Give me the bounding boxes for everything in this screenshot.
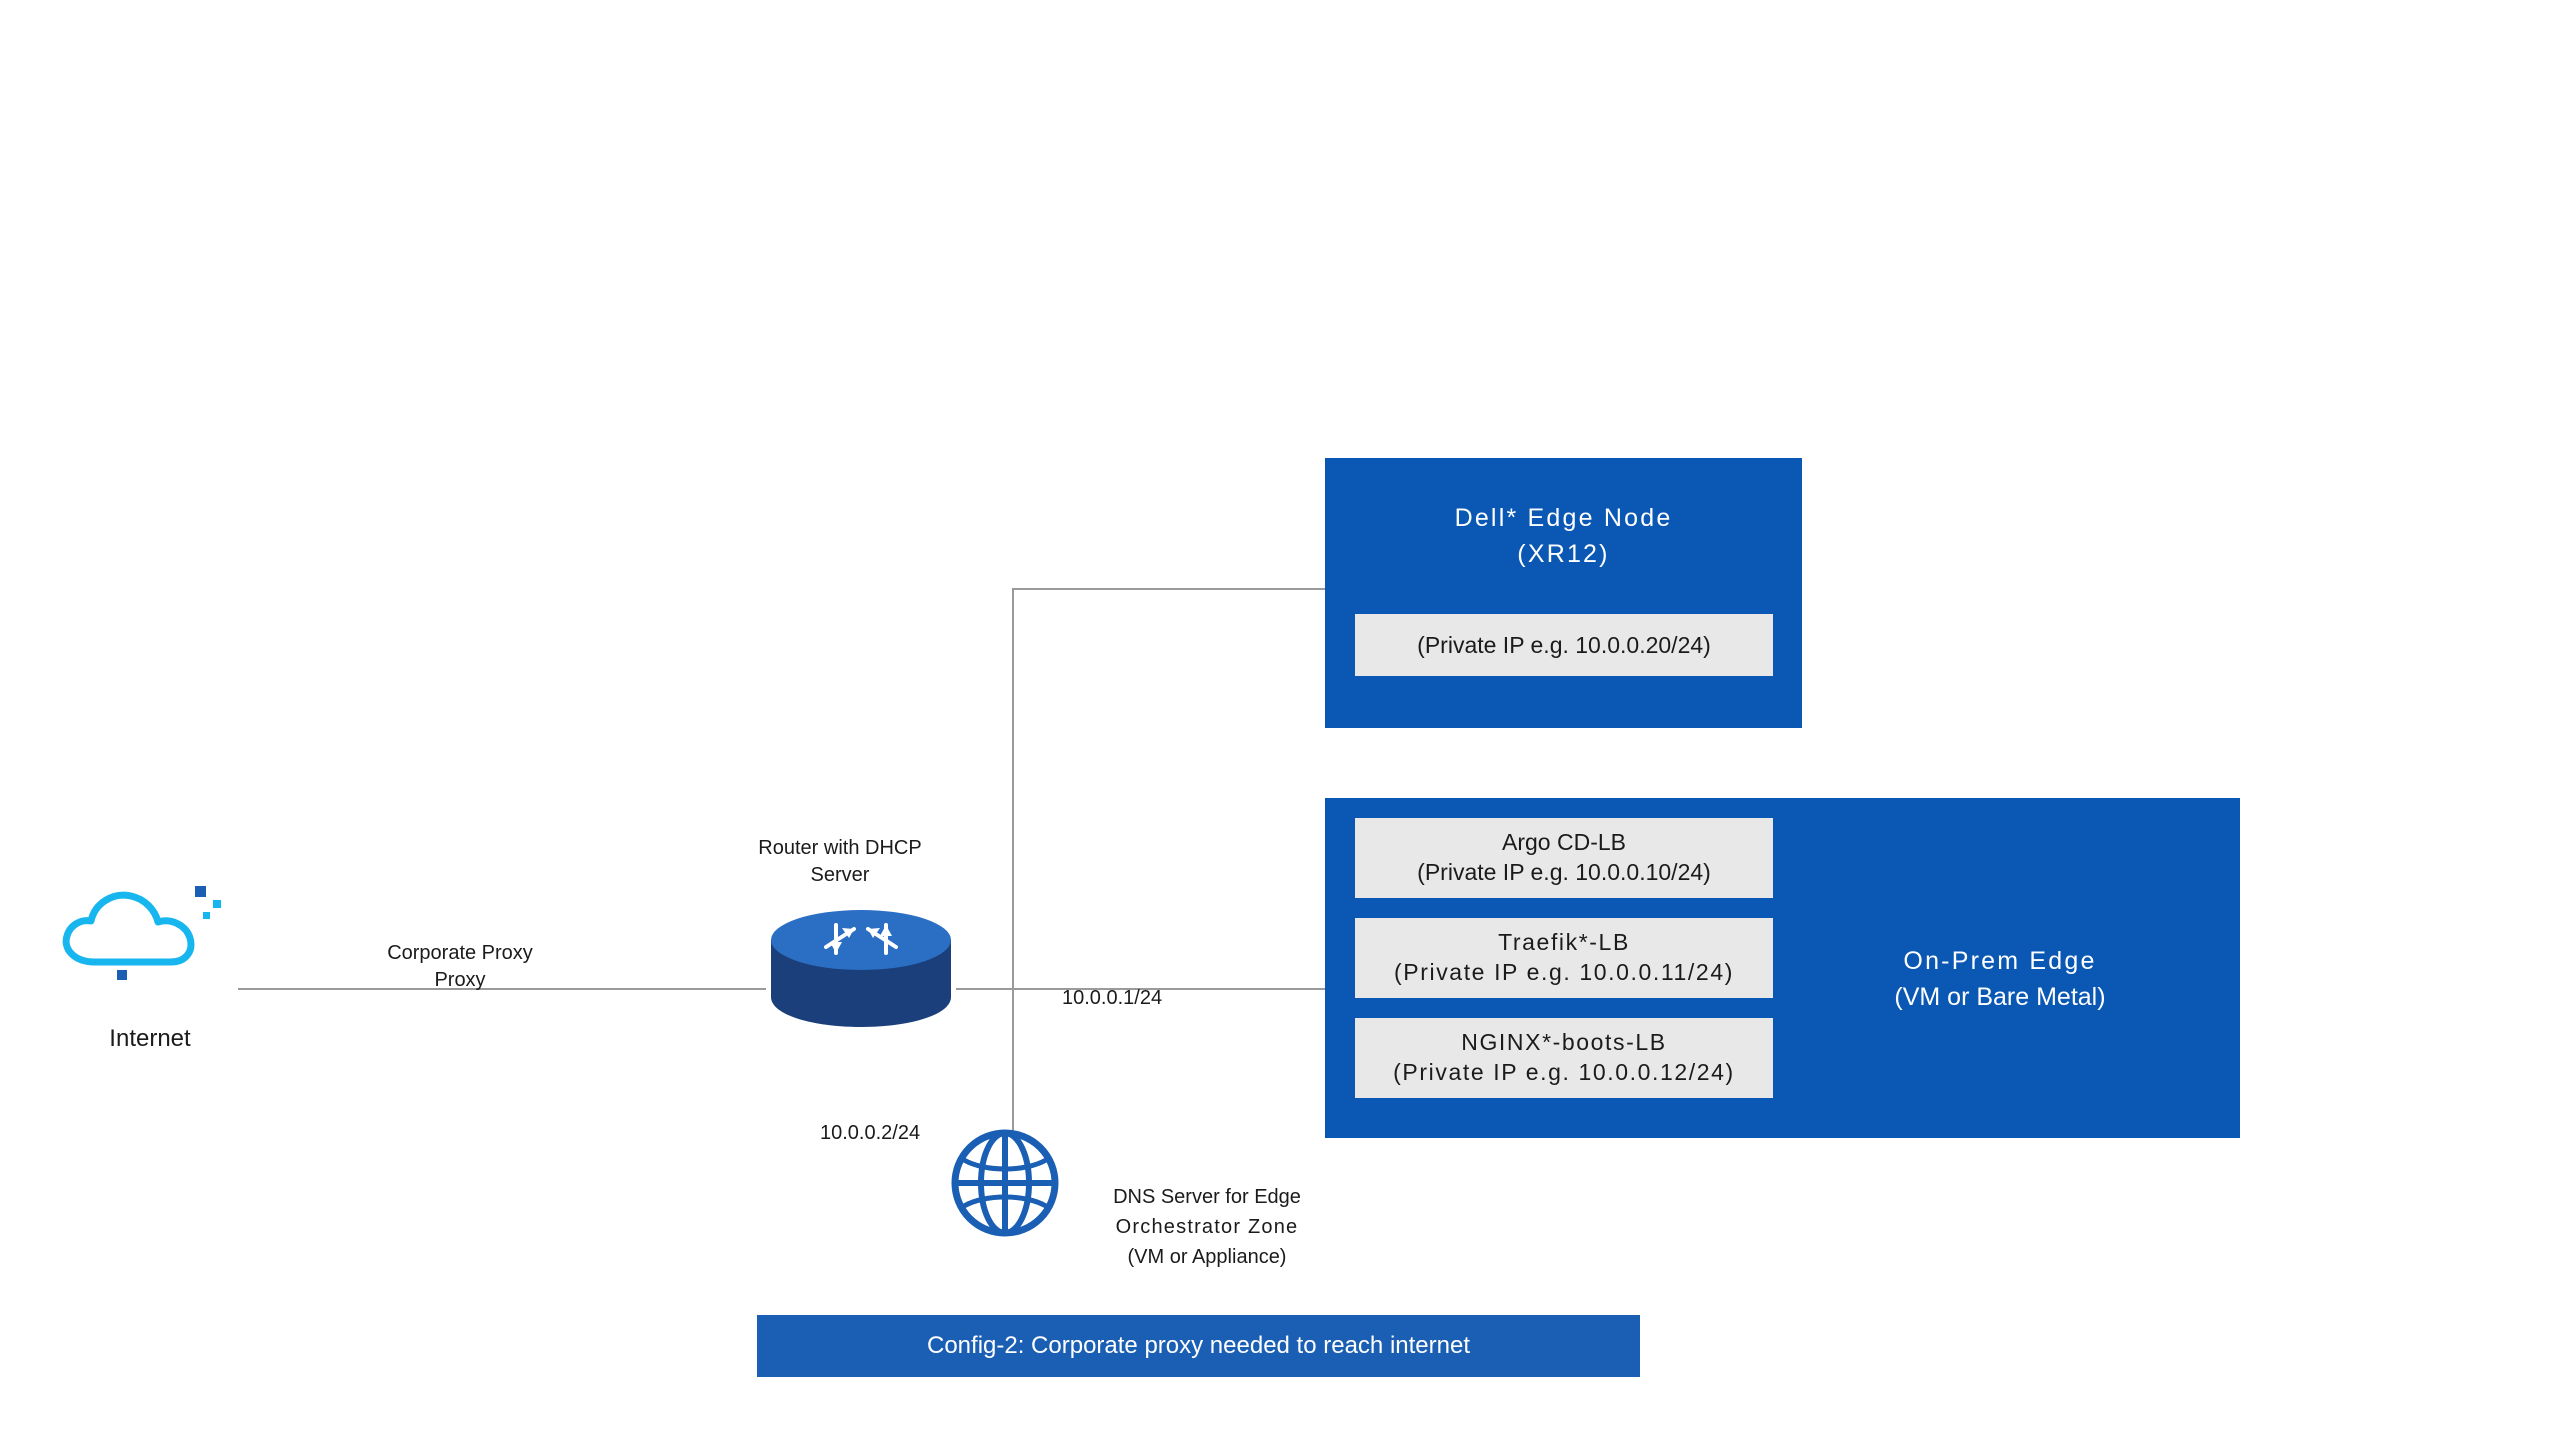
dell-edge-node-title — [1325, 500, 1802, 573]
dell-edge-node-title-line2: (XR12) — [1517, 540, 1610, 569]
on-prem-edge-title — [1790, 943, 2210, 1016]
connector-riser-dell — [1012, 588, 1014, 990]
connector-router-dns — [1012, 988, 1014, 1148]
router-label — [700, 835, 980, 889]
router-icon — [766, 905, 956, 1030]
cloud-icon — [55, 870, 245, 980]
dns-ip-label: 10.0.0.2/24 — [820, 1122, 921, 1144]
service-chip-argo-cd-lb — [1355, 818, 1773, 898]
on-prem-edge-title-line2: (VM or Bare Metal) — [1894, 983, 2106, 1012]
config-caption-banner: Config-2: Corporate proxy needed to reach internet — [757, 1315, 1640, 1377]
router-ip-label: 10.0.0.1/24 — [1062, 987, 1163, 1009]
on-prem-edge-title-line1: On-Prem Edge — [1903, 947, 2097, 975]
corporate-proxy-label — [340, 940, 580, 994]
connector-dell-node — [1012, 588, 1325, 590]
service-name: Traefik*-LB — [1498, 929, 1630, 956]
dell-edge-node-ip-chip: (Private IP e.g. 10.0.0.20/24) — [1355, 614, 1773, 676]
dell-edge-node-box — [1325, 458, 1802, 728]
dns-label-line2: Orchestrator Zone — [1115, 1216, 1299, 1238]
router-label-line2: Server — [810, 864, 870, 886]
service-chip-traefik-lb — [1355, 918, 1773, 998]
dns-label-line3: (VM or Appliance) — [1127, 1246, 1287, 1268]
service-ip: (Private IP e.g. 10.0.0.12/24) — [1393, 1059, 1735, 1085]
globe-icon — [950, 1128, 1060, 1238]
dns-server-label — [1072, 1182, 1342, 1272]
internet-label: Internet — [109, 1025, 191, 1052]
router-label-line1: Router with DHCP — [758, 837, 922, 859]
service-name: Argo CD-LB — [1502, 829, 1626, 856]
service-name: NGINX*-boots-LB — [1461, 1029, 1667, 1056]
dell-edge-node-title-line1: Dell* Edge Node — [1454, 504, 1673, 532]
corporate-proxy-line2: Proxy — [434, 969, 486, 991]
dns-label-line1: DNS Server for Edge — [1113, 1186, 1301, 1208]
service-ip: (Private IP e.g. 10.0.0.11/24) — [1394, 959, 1734, 985]
service-chip-nginx-boots-lb — [1355, 1018, 1773, 1098]
corporate-proxy-line1: Corporate Proxy — [387, 942, 533, 964]
service-ip: (Private IP e.g. 10.0.0.10/24) — [1417, 859, 1711, 885]
